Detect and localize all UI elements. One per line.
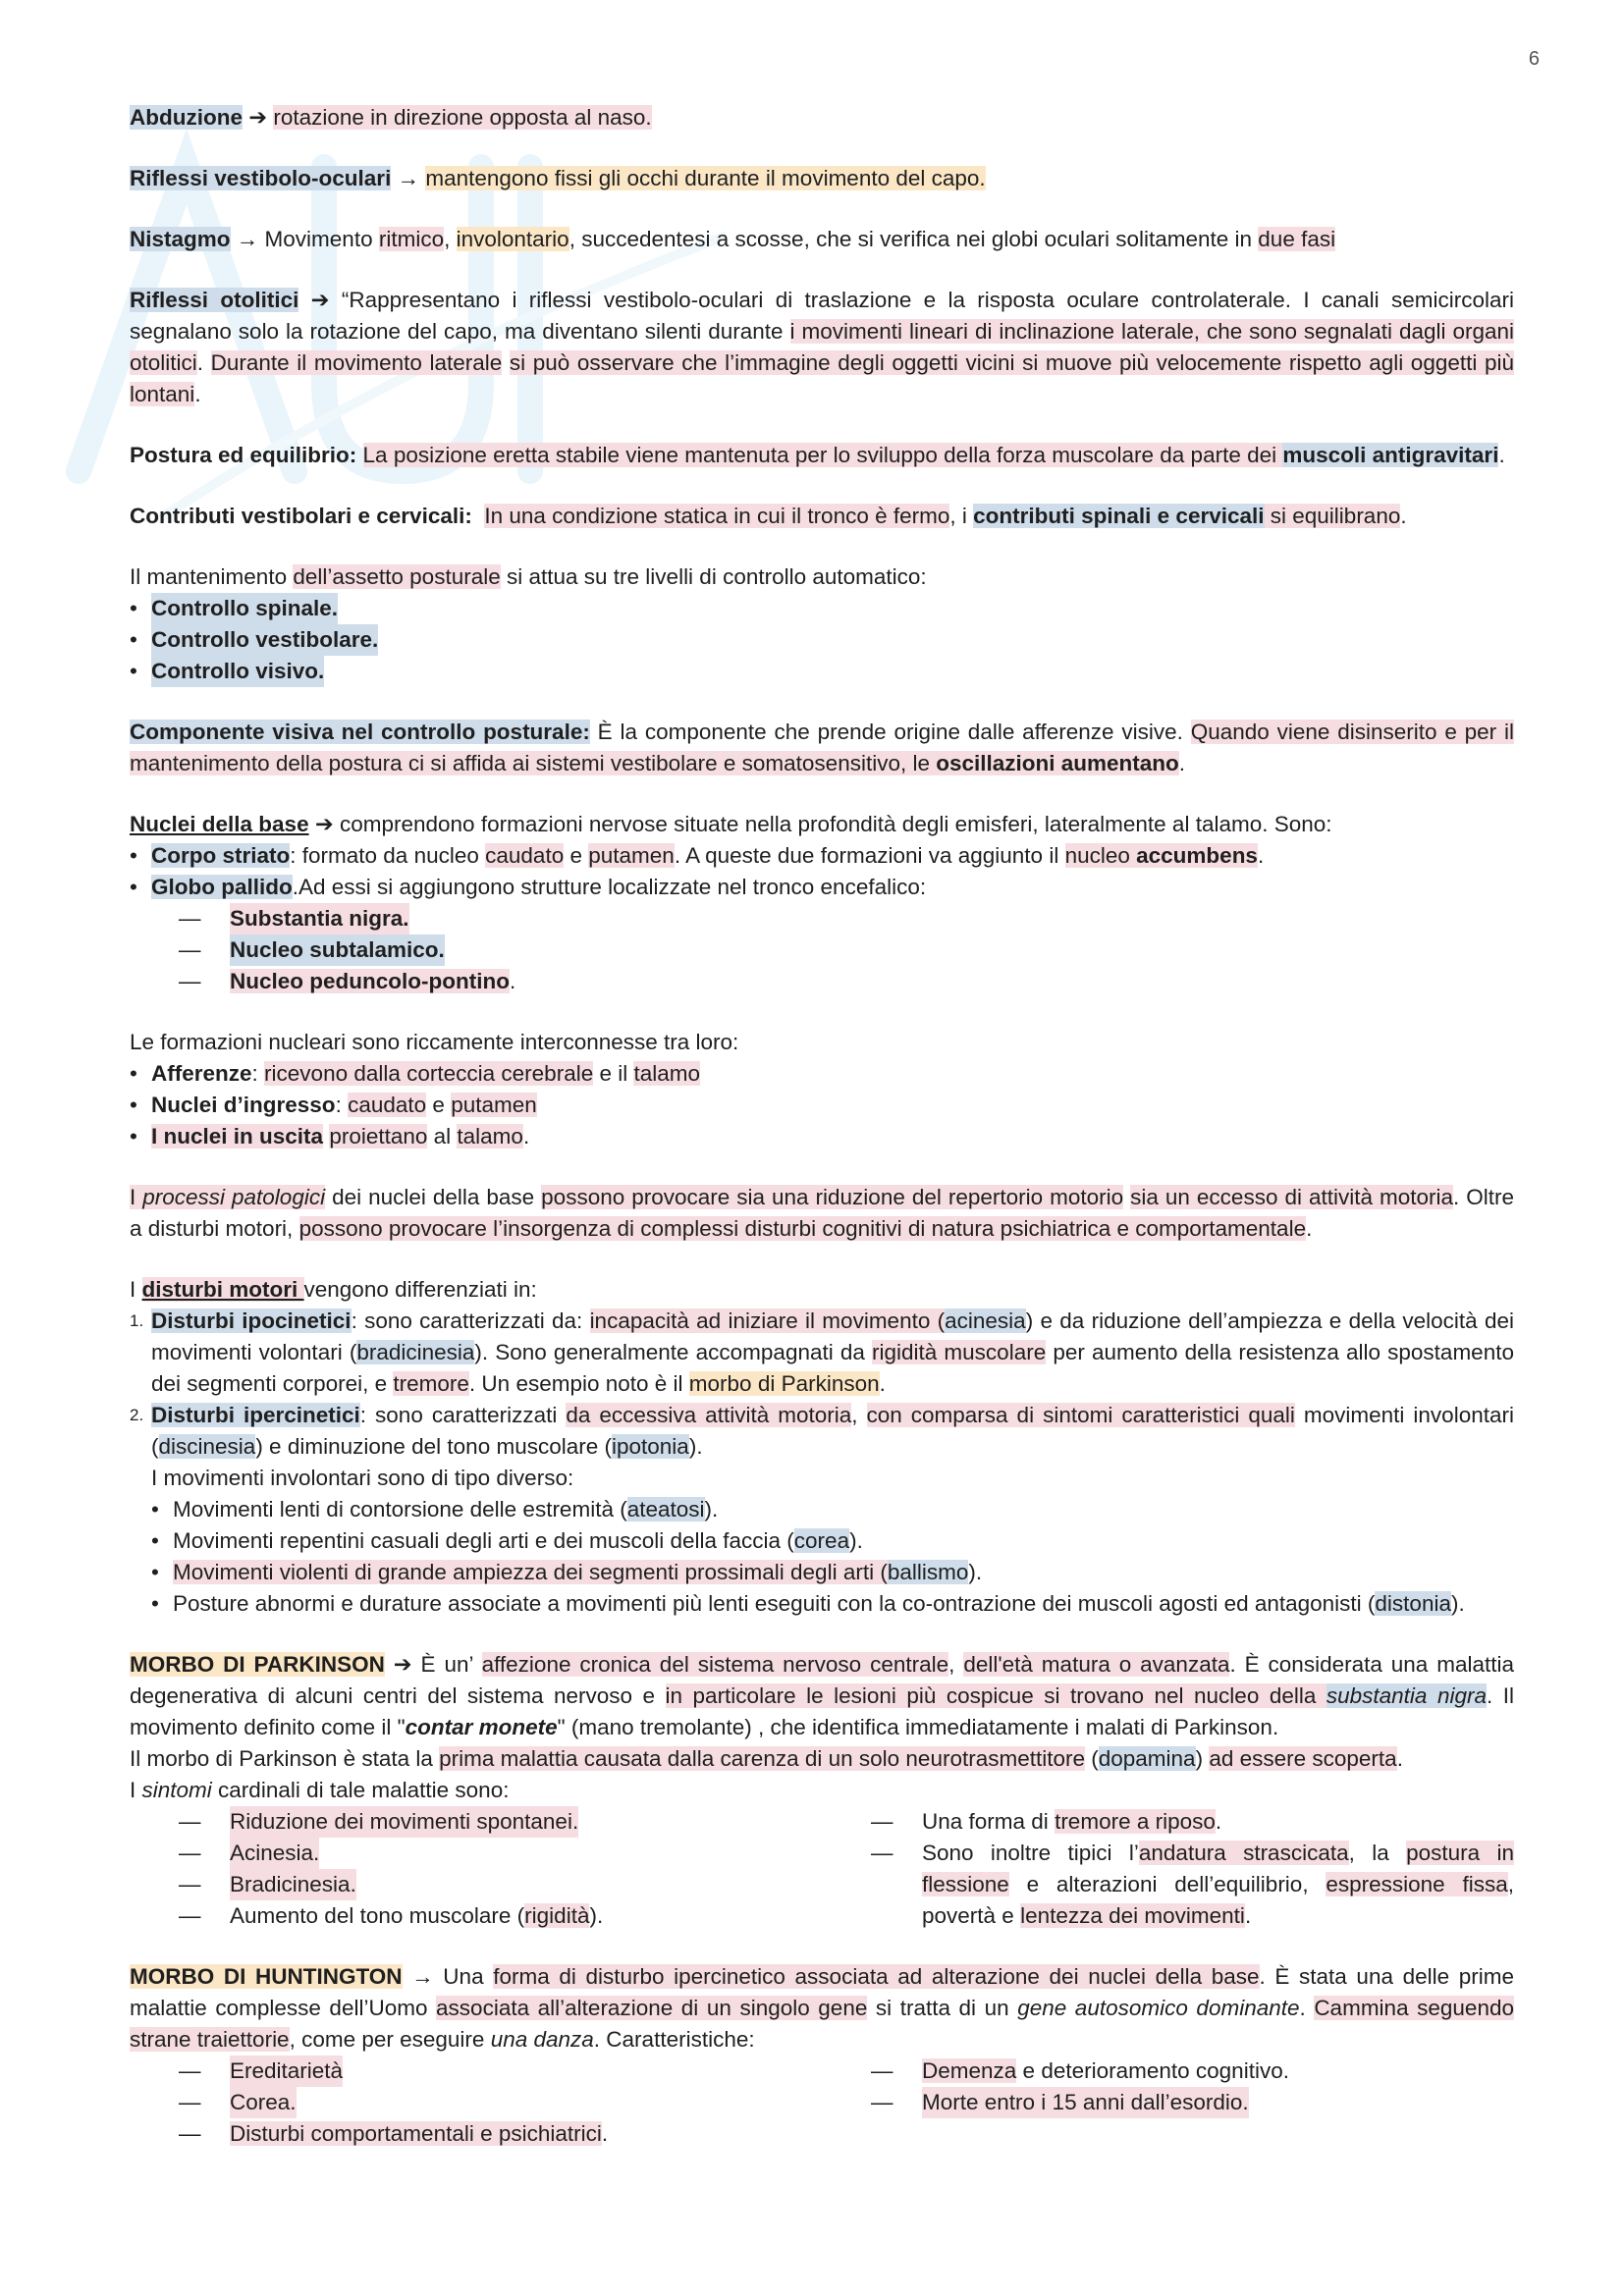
list-item: • Corpo striato: formato da nucleo caudato e putamen. A queste due formazioni va aggiunto il nucleo accumbens.	[130, 843, 1265, 868]
list-item: • Controllo vestibolare.	[130, 624, 1514, 656]
arrow-icon: ➔	[310, 288, 330, 312]
parkinson-sintomi: I sintomi cardinali di tale malattie sono:	[130, 1778, 510, 1802]
list-item: — Demenza e deterioramento cognitivo.	[871, 2058, 1289, 2083]
list-item: • Globo pallido.Ad essi si aggiungono strutture localizzate nel tronco encefalico:	[130, 875, 927, 899]
arrow-icon: ➔	[314, 812, 334, 836]
list-item: • I nuclei in uscita proiettano al talamo.	[130, 1124, 530, 1148]
page-number: 6	[1528, 48, 1540, 70]
list-item: — Disturbi comportamentali e psichiatrici.	[179, 2121, 609, 2146]
list-item: — Bradicinesia.	[130, 1869, 822, 1900]
rvo-paragraph: Riflessi vestibolo-oculari → mantengono fissi gli occhi durante il movimento del capo.	[130, 166, 986, 190]
huntington-paragraph: MORBO DI HUNTINGTON → Una forma di disturbo ipercinetico associata ad alterazione dei nuclei della base. È stata una delle prime malattie complesse dell’Uomo associata all’alterazione di un singolo gene si tratta di un gene autosomico dominante. Cammina seguendo strane traiettorie, come per eseguire una danza. Caratteristiche:	[130, 1964, 1515, 2052]
parkinson-paragraph: MORBO DI PARKINSON ➔ È un’ affezione cronica del sistema nervoso centrale, dell'età matura o avanzata. È considerata una malattia degenerativa di alcuni centri del sistema nervoso e in particolare le lesioni più cospicue si trovano nel nucleo della substantia nigra. Il movimento definito come il "contar monete" (mano tremolante) , che identifica immediatamente i malati di Parkinson.	[130, 1652, 1514, 1739]
list-item: — Ereditarietà	[130, 2056, 822, 2087]
list-item: — Corea.	[130, 2087, 822, 2118]
list-item: — Substantia nigra.	[130, 903, 1514, 934]
formazioni-paragraph: Le formazioni nucleari sono riccamente interconnesse tra loro:	[130, 1030, 739, 1054]
list-item: — Acinesia.	[130, 1838, 822, 1869]
list-item: — Una forma di tremore a riposo.	[871, 1809, 1222, 1834]
list-item: 1. Disturbi ipocinetici: sono caratterizzati da: incapacità ad iniziare il movimento (acinesia) e da riduzione dell’ampiezza e della velocità dei movimenti volontari (bradicinesia). Sono generalmente accompagnati da rigidità muscolare per aumento della resistenza allo spostamento dei segmenti corporei, e tremore. Un esempio noto è il morbo di Parkinson.	[130, 1308, 1514, 1396]
list-item: • Controllo visivo.	[130, 656, 1514, 687]
arrow-icon: →	[236, 227, 259, 251]
huntington-features	[130, 2056, 1514, 2150]
abduzione-paragraph: Abduzione ➔ rotazione in direzione opposta al naso.	[130, 105, 652, 130]
list-item: — Riduzione dei movimenti spontanei.	[130, 1806, 822, 1838]
list-item: — Sono inoltre tipici l’andatura strascicata, la postura in flessione e alterazioni dell’equilibrio, espressione fissa, povertà e lentezza dei movimenti.	[871, 1841, 1514, 1928]
arrow-icon: →	[397, 166, 420, 190]
assetto-paragraph: Il mantenimento dell’assetto posturale si attua su tre livelli di controllo automatico:	[130, 564, 927, 589]
parkinson-symptoms	[130, 1806, 1514, 1932]
document-body	[130, 102, 1514, 2150]
list-item: • Movimenti violenti di grande ampiezza dei segmenti prossimali degli arti (ballismo).	[151, 1560, 983, 1584]
disturbi-paragraph: I disturbi motori vengono differenziati in:	[130, 1277, 537, 1302]
contributi-paragraph: Contributi vestibolari e cervicali: In una condizione statica in cui il tronco è fermo, i contributi spinali e cervicali si equilibrano.	[130, 504, 1407, 528]
list-item: • Movimenti repentini casuali degli arti e dei muscoli della faccia (corea).	[151, 1528, 863, 1553]
list-item: — Nucleo peduncolo-pontino.	[179, 969, 516, 993]
patologici-paragraph: I processi patologici dei nuclei della base possono provocare sia una riduzione del repertorio motorio sia un eccesso di attività motoria. Oltre a disturbi motori, possono provocare l’insorgenza di complessi disturbi cognitivi di natura psichiatrica e comportamentale.	[130, 1185, 1514, 1241]
visiva-paragraph: Componente visiva nel controllo posturale: È la componente che prende origine dalle afferenze visive. Quando viene disinserito e per il mantenimento della postura ci si affida ai sistemi vestibolare e somatosensitivo, le oscillazioni aumentano.	[130, 720, 1514, 775]
arrow-icon: ➔	[393, 1652, 412, 1677]
list-item: • Movimenti lenti di contorsione delle estremità (ateatosi).	[151, 1497, 719, 1522]
nuclei-paragraph: Nuclei della base ➔ comprendono formazioni nervose situate nella profondità degli emisferi, lateralmente al talamo. Sono:	[130, 812, 1332, 836]
arrow-icon: →	[411, 1964, 434, 1989]
invol-text: I movimenti involontari sono di tipo diverso:	[151, 1466, 574, 1490]
nistagmo-paragraph: Nistagmo → Movimento ritmico, involontario, succedentesi a scosse, che si verifica nei globi oculari solitamente in due fasi	[130, 227, 1336, 251]
arrow-icon: ➔	[248, 105, 268, 130]
parkinson-paragraph-2: Il morbo di Parkinson è stata la prima malattia causata dalla carenza di un solo neurotrasmettitore (dopamina) ad essere scoperta.	[130, 1746, 1403, 1771]
list-item: • Nuclei d’ingresso: caudato e putamen	[130, 1093, 537, 1117]
list-item: • Controllo spinale.	[130, 593, 1514, 624]
list-item: 2. Disturbi ipercinetici: sono caratterizzati da eccessiva attività motoria, con comparsa di sintomi caratteristici quali movimenti involontari (discinesia) e diminuzione del tono muscolare (ipotonia).	[130, 1403, 1514, 1459]
list-item: • Posture abnormi e durature associate a movimenti più lenti eseguiti con la co-ontrazione dei muscoli agosti ed antagonisti (distonia).	[151, 1591, 1465, 1616]
list-item: — Aumento del tono muscolare (rigidità).	[179, 1903, 604, 1928]
postura-paragraph: Postura ed equilibrio: La posizione eretta stabile viene mantenuta per lo sviluppo della forza muscolare da parte dei muscoli antigravitari.	[130, 443, 1505, 467]
list-item: — Morte entro i 15 anni dall’esordio.	[822, 2087, 1514, 2118]
list-item: • Afferenze: ricevono dalla corteccia cerebrale e il talamo	[130, 1061, 701, 1086]
list-item: — Nucleo subtalamico.	[130, 934, 1514, 966]
otolitici-paragraph: Riflessi otolitici ➔ “Rappresentano i riflessi vestibolo-oculari di traslazione e la risposta oculare controlaterale. I canali semicircolari segnalano solo la rotazione del capo, ma diventano silenti durante i movimenti lineari di inclinazione laterale, che sono segnalati dagli organi otolitici. Durante il movimento laterale si può osservare che l’immagine degli oggetti vicini si muove più velocemente rispetto agli oggetti più lontani.	[130, 288, 1514, 406]
